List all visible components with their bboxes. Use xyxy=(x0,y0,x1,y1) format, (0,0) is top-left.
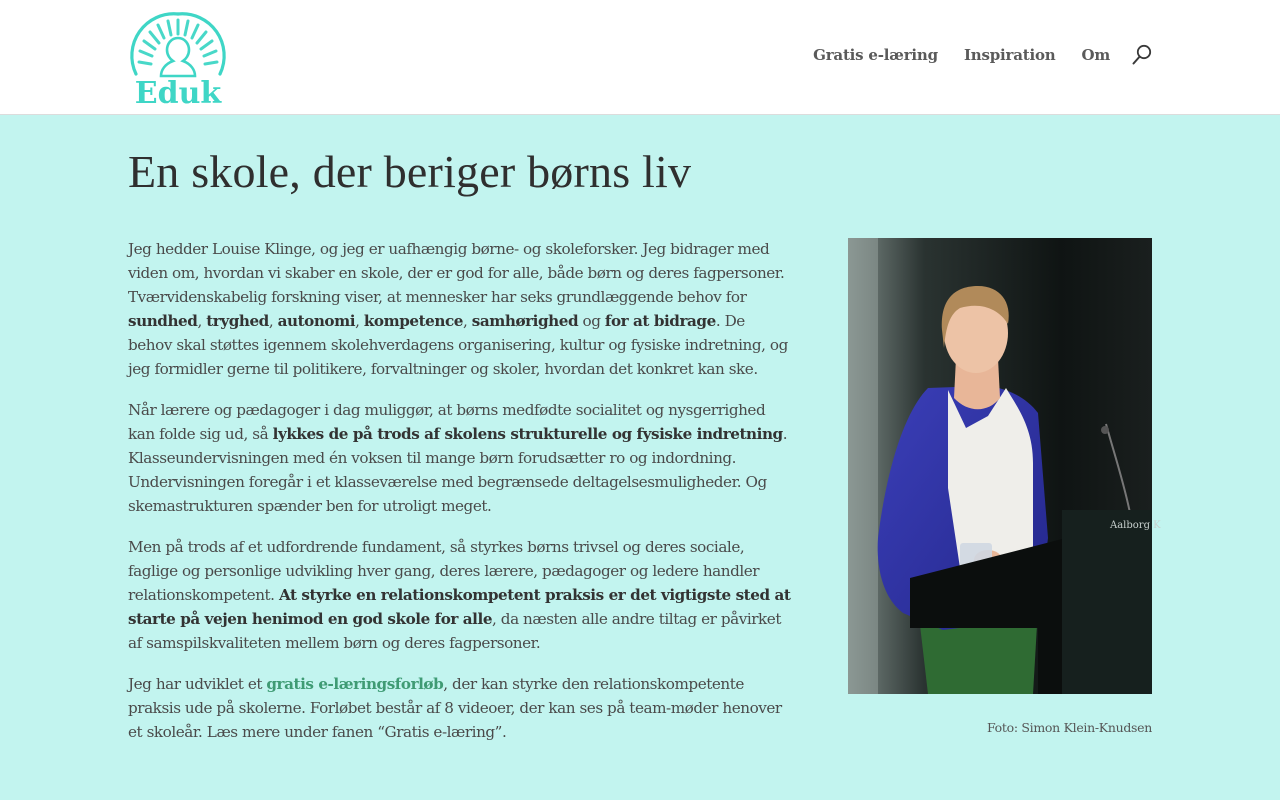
search-icon[interactable] xyxy=(1132,44,1152,66)
text-segment: , xyxy=(268,312,278,330)
bold-need-samhoerighed: samhørighed xyxy=(471,312,579,330)
bold-need-autonomi: autonomi xyxy=(277,312,356,330)
text-segment: Jeg hedder Louise Klinge, og jeg er uafhængig børne- og skoleforsker. Jeg bidrager med viden om, hvordan vi skaber en skole, der er god for alle, både børn og deres fagpersoner. Tværvidenskabelig forskning viser, at mennesker har seks grundlæggende behov for xyxy=(128,240,785,306)
podium-text: Aalborg K xyxy=(1110,520,1161,531)
paragraph-intro xyxy=(128,237,793,381)
nav-item-gratis-e-laering[interactable]: Gratis e-læring xyxy=(813,46,938,64)
article-body xyxy=(128,237,793,761)
paragraph-teachers xyxy=(128,398,793,518)
text-segment: , da næsten alle andre tiltag er påvirket af samspilskvaliteten mellem børn og deres fagpersoner. xyxy=(128,610,781,652)
paragraph-elearning xyxy=(128,672,793,744)
bold-need-kompetence: kompetence xyxy=(363,312,463,330)
bold-need-sundhed: sundhed xyxy=(128,312,198,330)
text-segment: , xyxy=(197,312,207,330)
text-segment: , xyxy=(355,312,364,330)
site-header xyxy=(0,0,1280,115)
speaker-photo-illustration xyxy=(848,238,1161,694)
eduk-logo-icon xyxy=(130,8,226,111)
brand-name: Eduk xyxy=(134,76,222,111)
text-segment: . De behov skal støttes igennem skolehverdagens organisering, kultur og fysiske indretning, og jeg formidler gerne til politikere, forvaltninger og skoler, hvordan det konkret kan ske. xyxy=(128,312,788,378)
bold-need-bidrage: for at bidrage xyxy=(604,312,716,330)
main-nav xyxy=(787,44,1152,66)
bold-emphasis: At styrke en relationskompetent praksis er det vigtigste sted at starte på vejen henimod en god skole for alle xyxy=(128,586,791,628)
bold-emphasis: lykkes de på trods af skolens strukturelle og fysiske indretning xyxy=(272,425,783,443)
bold-need-tryghed: tryghed xyxy=(206,312,269,330)
paragraph-relations xyxy=(128,535,793,655)
nav-item-om[interactable]: Om xyxy=(1081,46,1110,64)
nav-item-inspiration[interactable]: Inspiration xyxy=(963,46,1056,64)
text-segment: Men på trods af et udfordrende fundament, så styrkes børns trivsel og deres sociale, faglige og personlige udvikling hver gang, deres lærere, pædagoger og ledere handler relationskompetent. xyxy=(128,538,760,604)
portrait-photo xyxy=(848,238,1161,694)
photo-caption: Foto: Simon Klein-Knudsen xyxy=(986,720,1152,735)
text-segment: og xyxy=(578,312,605,330)
text-segment: Når lærere og pædagoger i dag muliggør, at børns medfødte socialitet og nysgerrighed kan folde sig ud, så xyxy=(128,401,766,443)
elearning-link[interactable]: gratis e-læringsforløb xyxy=(266,675,444,693)
page-title: En skole, der beriger børns liv xyxy=(128,146,692,197)
text-segment: , xyxy=(462,312,472,330)
text-segment: , der kan styrke den relationskompetente praksis ude på skolerne. Forløbet består af 8 videoer, der kan ses på team-møder henover et skoleår. Læs mere under fanen “Gratis e-læring”. xyxy=(128,675,782,741)
text-segment: Jeg har udviklet et xyxy=(128,675,267,693)
logo-link[interactable] xyxy=(130,8,226,111)
text-segment: . Klasseundervisningen med én voksen til mange børn forudsætter ro og indordning. Undervisningen foregår i et klasseværelse med begrænsede deltagelsesmuligheder. Og skemastrukturen spænder ben for utroligt meget. xyxy=(128,425,788,515)
